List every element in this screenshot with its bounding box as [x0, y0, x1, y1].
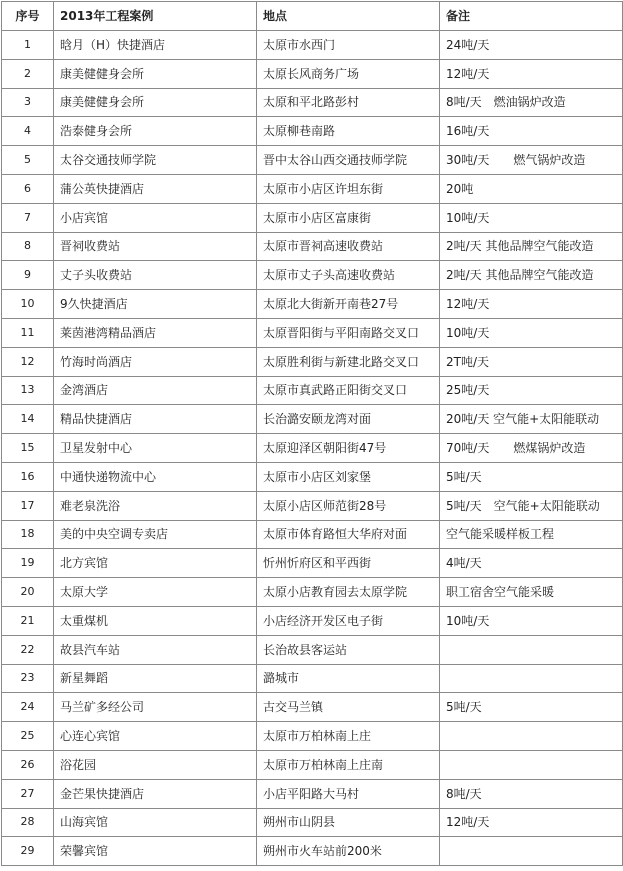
cell-location: 太原市丈子头高速收费站	[257, 261, 440, 290]
cell-no: 5	[2, 146, 54, 175]
cell-remark: 5吨/天 空气能+太阳能联动	[440, 491, 623, 520]
cell-remark: 24吨/天	[440, 31, 623, 60]
cell-project: 中通快递物流中心	[54, 462, 257, 491]
cell-no: 24	[2, 693, 54, 722]
cell-project: 难老泉洗浴	[54, 491, 257, 520]
cell-project: 金湾酒店	[54, 376, 257, 405]
cell-location: 太原市小店区富康街	[257, 203, 440, 232]
cell-project: 浩泰健身会所	[54, 117, 257, 146]
cell-project: 蒲公英快捷酒店	[54, 174, 257, 203]
table-row	[2, 174, 623, 203]
table-row	[2, 405, 623, 434]
table-row	[2, 59, 623, 88]
cell-no: 26	[2, 750, 54, 779]
cell-project: 竹海时尚酒店	[54, 347, 257, 376]
cell-no: 1	[2, 31, 54, 60]
cell-project: 康美健健身会所	[54, 59, 257, 88]
table-row	[2, 722, 623, 751]
cell-project: 新星舞蹈	[54, 664, 257, 693]
cell-location: 太原市真武路正阳街交叉口	[257, 376, 440, 405]
cell-location: 太原市小店区许坦东街	[257, 174, 440, 203]
cell-remark: 10吨/天	[440, 203, 623, 232]
cell-remark	[440, 722, 623, 751]
cell-no: 2	[2, 59, 54, 88]
cell-location: 太原胜利街与新建北路交叉口	[257, 347, 440, 376]
cell-remark	[440, 837, 623, 866]
table-row	[2, 779, 623, 808]
cell-project: 浴花园	[54, 750, 257, 779]
cell-no: 28	[2, 808, 54, 837]
cell-no: 20	[2, 578, 54, 607]
cell-location: 太原市万柏林南上庄	[257, 722, 440, 751]
cell-location: 小店平阳路大马村	[257, 779, 440, 808]
cell-location: 古交马兰镇	[257, 693, 440, 722]
cell-no: 11	[2, 318, 54, 347]
cell-project: 康美健健身会所	[54, 88, 257, 117]
cell-location: 朔州市山阴县	[257, 808, 440, 837]
cell-remark: 25吨/天	[440, 376, 623, 405]
cell-location: 太原晋阳街与平阳南路交叉口	[257, 318, 440, 347]
table-row	[2, 549, 623, 578]
cell-remark: 20吨/天 空气能+太阳能联动	[440, 405, 623, 434]
cell-remark: 2吨/天 其他品牌空气能改造	[440, 261, 623, 290]
cell-project: 金芒果快捷酒店	[54, 779, 257, 808]
cell-remark	[440, 664, 623, 693]
cell-no: 16	[2, 462, 54, 491]
cell-remark: 职工宿舍空气能采暖	[440, 578, 623, 607]
cell-location: 长治潞安颐龙湾对面	[257, 405, 440, 434]
cell-no: 13	[2, 376, 54, 405]
cell-no: 10	[2, 290, 54, 319]
cell-project: 北方宾馆	[54, 549, 257, 578]
cell-no: 9	[2, 261, 54, 290]
cell-location: 太原市体育路恒大华府对面	[257, 520, 440, 549]
cell-location: 太原和平北路彭村	[257, 88, 440, 117]
cell-remark: 30吨/天 燃气锅炉改造	[440, 146, 623, 175]
cell-no: 3	[2, 88, 54, 117]
header-no: 序号	[2, 2, 54, 31]
table-row	[2, 261, 623, 290]
cell-no: 14	[2, 405, 54, 434]
cell-remark: 空气能采暖样板工程	[440, 520, 623, 549]
cell-remark: 12吨/天	[440, 290, 623, 319]
header-location: 地点	[257, 2, 440, 31]
cell-location: 太原长风商务广场	[257, 59, 440, 88]
cell-location: 太原市小店区刘家堡	[257, 462, 440, 491]
cell-location: 忻州忻府区和平西街	[257, 549, 440, 578]
cell-location: 太原柳巷南路	[257, 117, 440, 146]
cell-no: 15	[2, 434, 54, 463]
table-row	[2, 31, 623, 60]
table-row	[2, 635, 623, 664]
cell-no: 29	[2, 837, 54, 866]
cell-no: 22	[2, 635, 54, 664]
cell-project: 莱茵港湾精品酒店	[54, 318, 257, 347]
cell-project: 精品快捷酒店	[54, 405, 257, 434]
cell-location: 潞城市	[257, 664, 440, 693]
cell-remark: 12吨/天	[440, 59, 623, 88]
cell-location: 太原市晋祠高速收费站	[257, 232, 440, 261]
cell-no: 17	[2, 491, 54, 520]
cell-project: 小店宾馆	[54, 203, 257, 232]
header-project: 2013年工程案例	[54, 2, 257, 31]
header-remark: 备注	[440, 2, 623, 31]
cell-project: 故县汽车站	[54, 635, 257, 664]
cell-no: 25	[2, 722, 54, 751]
cell-remark	[440, 750, 623, 779]
cell-project: 山海宾馆	[54, 808, 257, 837]
table-row	[2, 318, 623, 347]
cell-project: 太谷交通技师学院	[54, 146, 257, 175]
cell-no: 19	[2, 549, 54, 578]
cell-location: 太原小店区师范街28号	[257, 491, 440, 520]
cell-project: 太原大学	[54, 578, 257, 607]
cell-remark: 70吨/天 燃煤锅炉改造	[440, 434, 623, 463]
table-row	[2, 520, 623, 549]
table-row	[2, 750, 623, 779]
cell-remark: 10吨/天	[440, 318, 623, 347]
cell-remark: 2吨/天 其他品牌空气能改造	[440, 232, 623, 261]
cell-no: 23	[2, 664, 54, 693]
cell-no: 6	[2, 174, 54, 203]
project-cases-table	[1, 1, 623, 866]
cell-no: 21	[2, 606, 54, 635]
cell-remark: 5吨/天	[440, 693, 623, 722]
table-row	[2, 808, 623, 837]
cell-remark: 8吨/天 燃油锅炉改造	[440, 88, 623, 117]
table-row	[2, 88, 623, 117]
cell-project: 心连心宾馆	[54, 722, 257, 751]
table-row	[2, 837, 623, 866]
cell-remark: 16吨/天	[440, 117, 623, 146]
cell-project: 9久快捷酒店	[54, 290, 257, 319]
cell-project: 马兰矿多经公司	[54, 693, 257, 722]
cell-remark: 12吨/天	[440, 808, 623, 837]
table-row	[2, 347, 623, 376]
table-row	[2, 462, 623, 491]
cell-location: 晋中太谷山西交通技师学院	[257, 146, 440, 175]
cell-remark: 8吨/天	[440, 779, 623, 808]
table-row	[2, 606, 623, 635]
table-row	[2, 491, 623, 520]
cell-no: 7	[2, 203, 54, 232]
table-row	[2, 376, 623, 405]
cell-project: 荣馨宾馆	[54, 837, 257, 866]
cell-no: 4	[2, 117, 54, 146]
table-row	[2, 117, 623, 146]
cell-location: 太原市万柏林南上庄南	[257, 750, 440, 779]
cell-remark: 2T吨/天	[440, 347, 623, 376]
cell-project: 卫星发射中心	[54, 434, 257, 463]
table-row	[2, 664, 623, 693]
cell-remark: 5吨/天	[440, 462, 623, 491]
cell-remark	[440, 635, 623, 664]
cell-location: 长治故县客运站	[257, 635, 440, 664]
cell-project: 晋祠收费站	[54, 232, 257, 261]
cell-no: 27	[2, 779, 54, 808]
table-row	[2, 693, 623, 722]
cell-location: 小店经济开发区电子街	[257, 606, 440, 635]
cell-location: 朔州市火车站前200米	[257, 837, 440, 866]
cell-location: 太原小店教育园去太原学院	[257, 578, 440, 607]
cell-location: 太原市水西门	[257, 31, 440, 60]
cell-project: 晗月（H）快捷酒店	[54, 31, 257, 60]
cell-location: 太原北大街新开南巷27号	[257, 290, 440, 319]
cell-no: 18	[2, 520, 54, 549]
cell-project: 美的中央空调专卖店	[54, 520, 257, 549]
table-row	[2, 203, 623, 232]
cell-remark: 20吨	[440, 174, 623, 203]
cell-no: 8	[2, 232, 54, 261]
table-row	[2, 290, 623, 319]
cell-remark: 10吨/天	[440, 606, 623, 635]
table-row	[2, 146, 623, 175]
cell-no: 12	[2, 347, 54, 376]
cell-remark: 4吨/天	[440, 549, 623, 578]
cell-location: 太原迎泽区朝阳街47号	[257, 434, 440, 463]
cell-project: 丈子头收费站	[54, 261, 257, 290]
table-row	[2, 434, 623, 463]
table-row	[2, 232, 623, 261]
cell-project: 太重煤机	[54, 606, 257, 635]
table-row	[2, 578, 623, 607]
header-row	[2, 2, 623, 31]
